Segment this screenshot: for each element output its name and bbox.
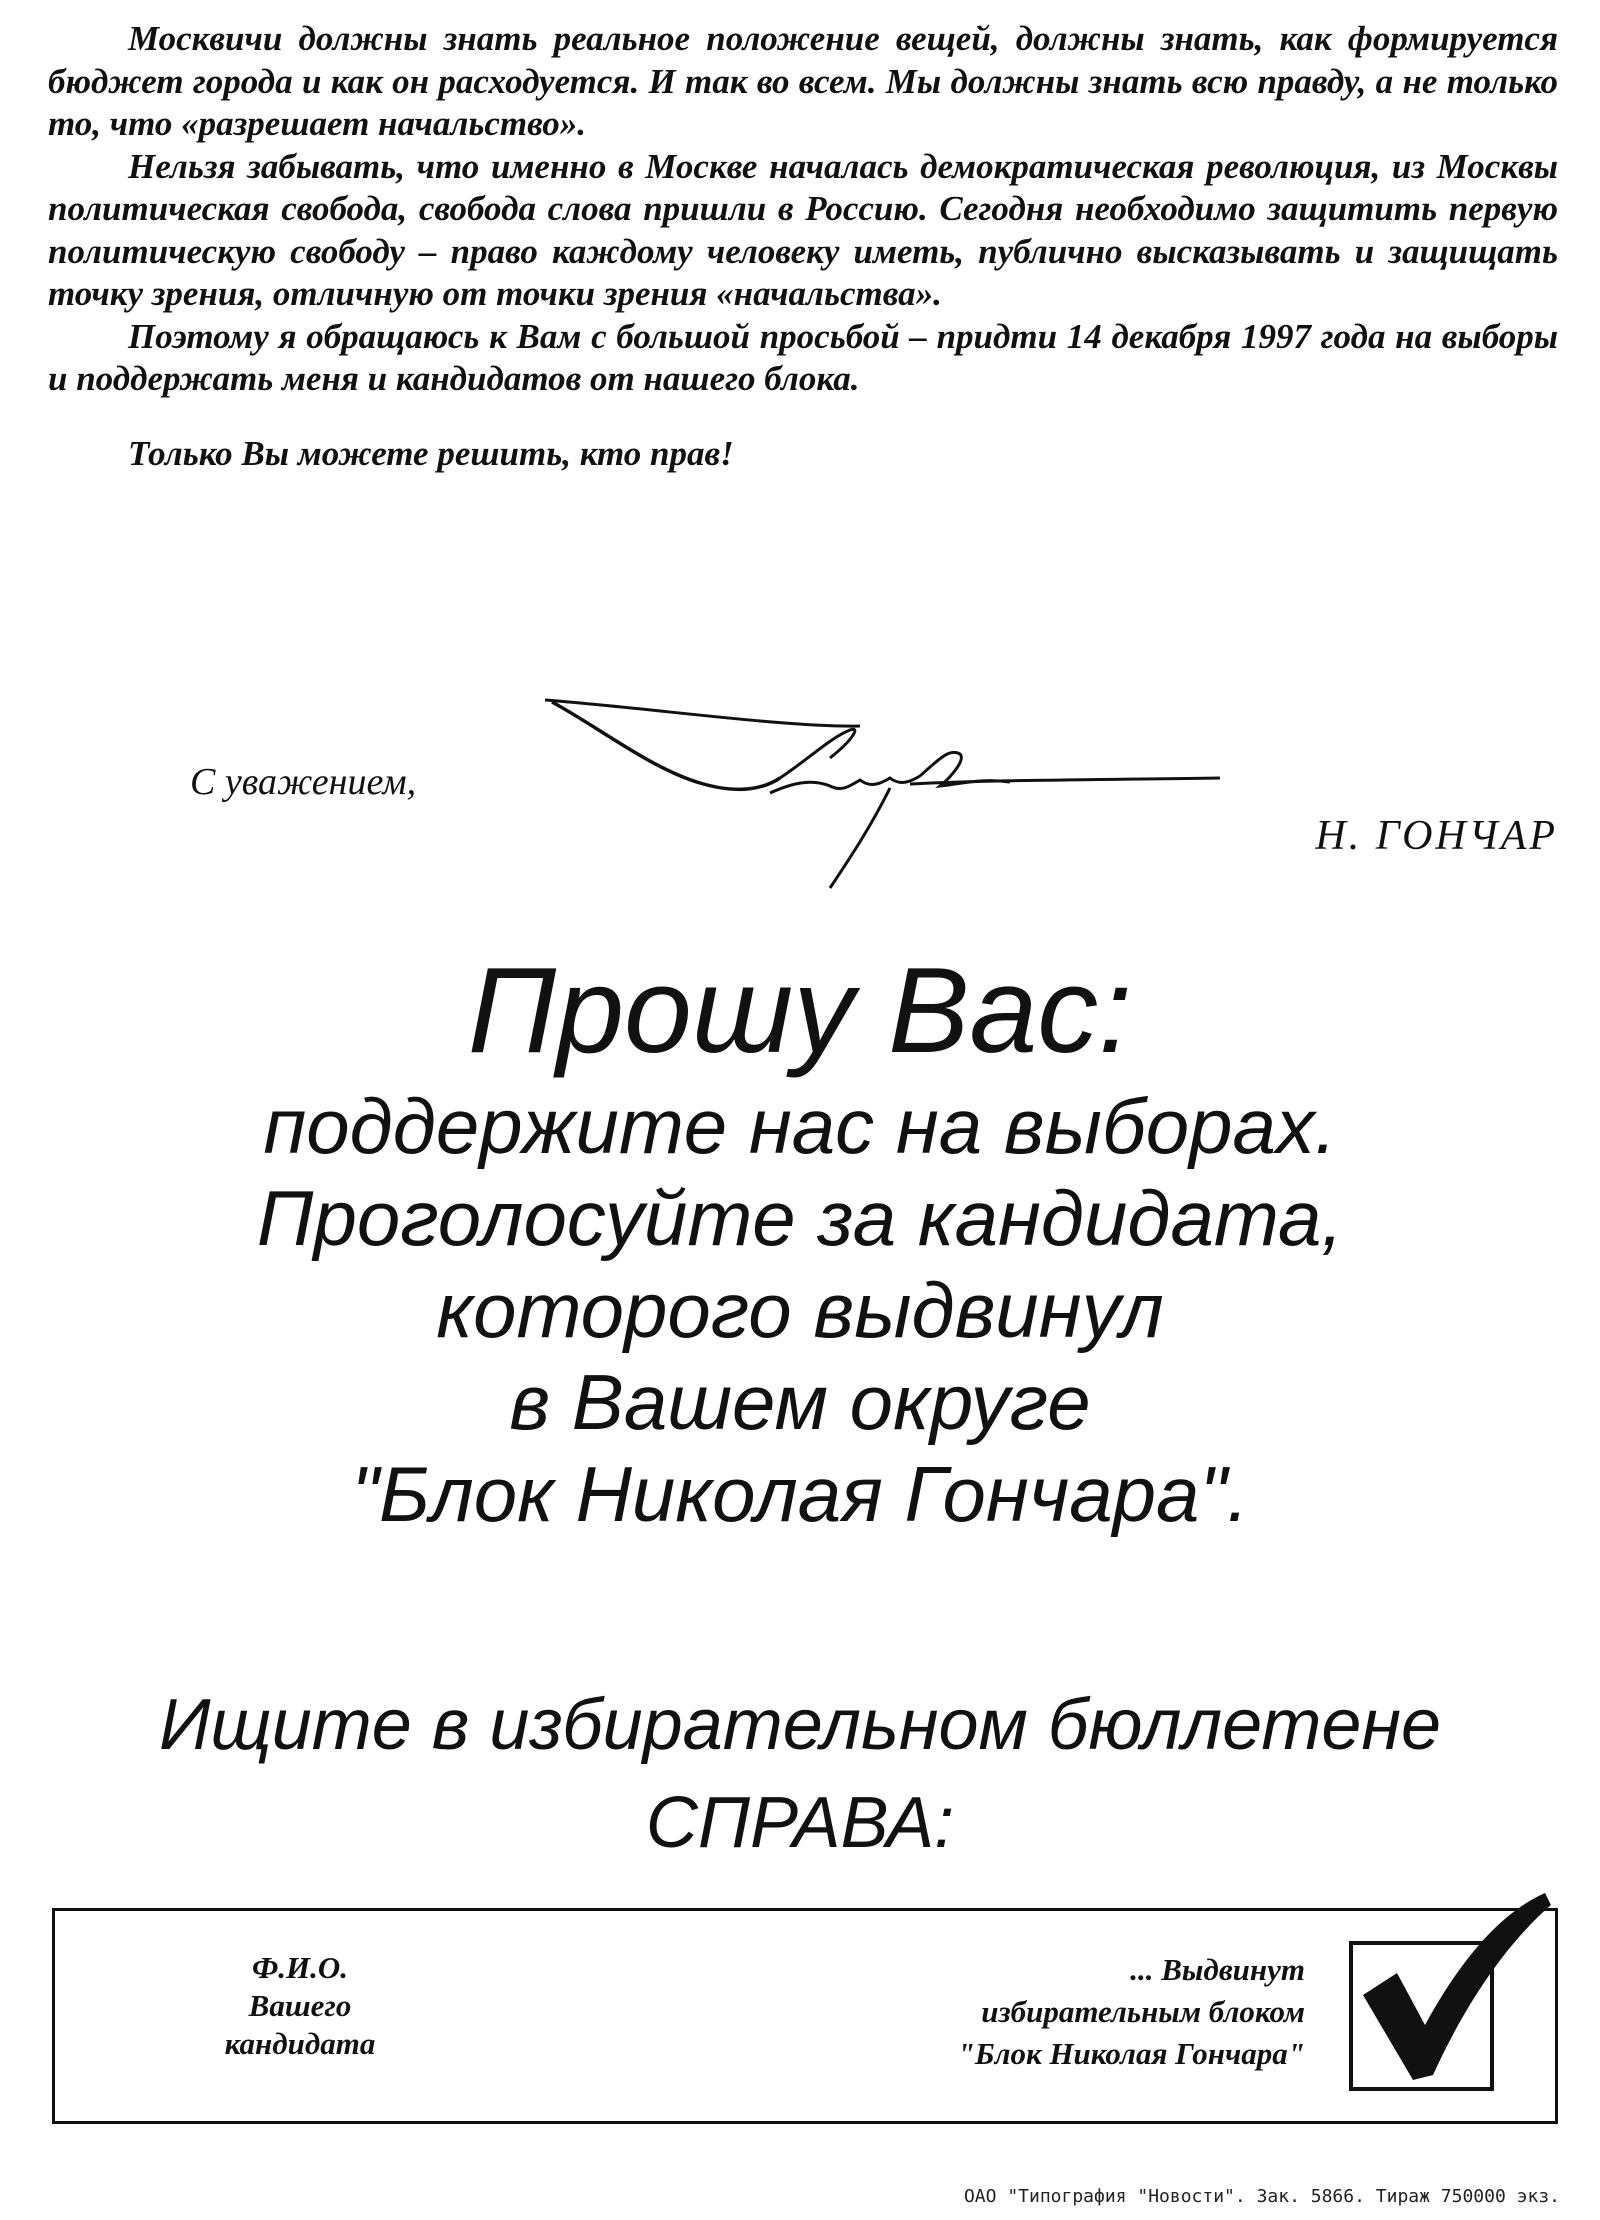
appeal-title: Прошу Вас: — [467, 942, 1133, 1078]
appeal-line: которого выдвинул — [436, 1266, 1164, 1354]
appeal-line: в Вашем округе — [509, 1358, 1091, 1446]
ballot-nominator-label — [785, 1949, 1305, 2075]
search-position: СПРАВА: — [645, 1783, 955, 1863]
appeal-line: "Блок Николая Гончара". — [351, 1450, 1249, 1538]
regards-text: С уважением, — [190, 761, 417, 803]
print-imprint: ОАО "Типография "Новости". Зак. 5866. Тираж 750000 экз. — [963, 2186, 1560, 2207]
ballot-sample — [52, 1908, 1558, 2124]
handwritten-signature — [530, 688, 1230, 908]
appeal-line: Проголосуйте за кандидата, — [256, 1174, 1344, 1262]
signer-name: Н. ГОНЧАР — [1315, 813, 1558, 859]
appeal-line: поддержите нас на выборах. — [263, 1082, 1337, 1170]
ballot-fio: Ф.И.О. — [251, 1950, 349, 1985]
ballot-bloc-name: "Блок Николая Гончара" — [957, 2036, 1305, 2071]
letter-paragraph: Москвичи должны знать реальное положение вещей, должны знать, как формируется бюджет города и как он расходуется. И так во всем. Мы должны знать всю правду, а не только то, что «разрешает начальство». — [48, 19, 1558, 143]
ballot-nominated: ... Выдвинут — [1130, 1952, 1305, 1987]
appeal-body — [0, 1080, 1600, 1540]
ballot-by-bloc: избирательным блоком — [981, 1994, 1305, 2029]
letter-closing-line: Только Вы можете решить, кто прав! — [128, 433, 734, 473]
ballot-candidate: Вашего кандидата — [224, 1988, 376, 2061]
ballot-candidate-label — [170, 1949, 430, 2063]
letter-text — [48, 18, 1558, 475]
checkmark-icon — [1355, 1875, 1555, 2095]
search-instruction: Ищите в избирательном бюллетене — [158, 1685, 1442, 1765]
letter-paragraph: Поэтому я обращаюсь к Вам с большой просьбой – придти 14 декабря 1997 года на выборы и поддержать меня и кандидатов от нашего блока. — [48, 316, 1558, 398]
letter-paragraph: Нельзя забывать, что именно в Москве началась демократическая революция, из Москвы политическая свобода, свобода слова пришли в Россию. Сегодня необходимо защитить первую политическую свободу – право каждому человеку иметь, публично высказывать и защищать точку зрения, отличную от точки зрения «начальства». — [48, 146, 1558, 313]
